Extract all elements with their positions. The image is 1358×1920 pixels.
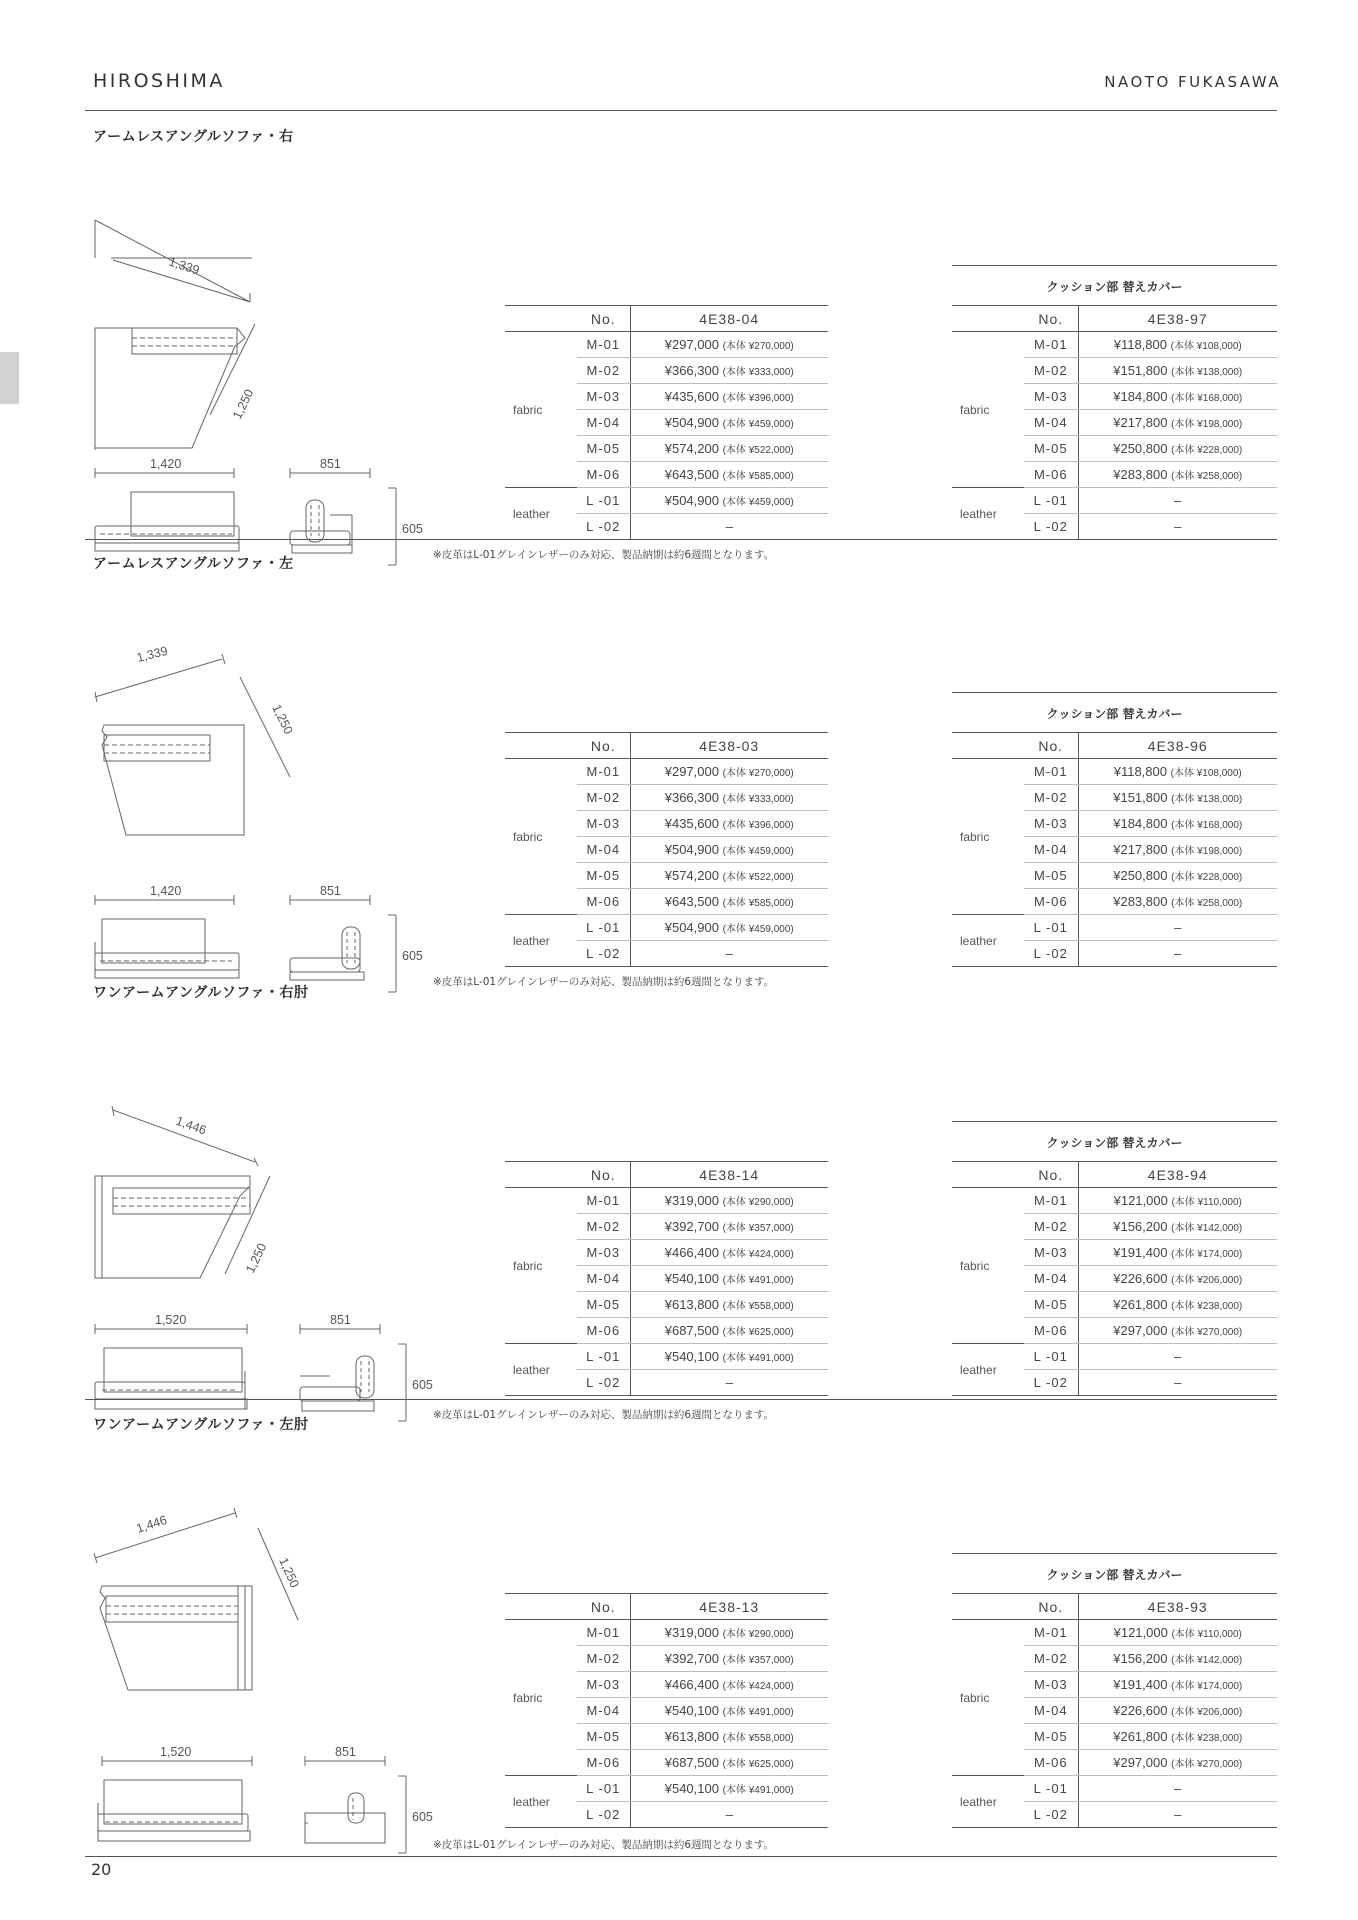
- row-code: M-04: [577, 410, 630, 436]
- price-cell: ¥297,000 (本体 ¥270,000): [1078, 1750, 1277, 1776]
- dim-width: 1,520: [160, 1745, 192, 1759]
- price-cell: –: [1078, 488, 1277, 514]
- row-code: M-06: [1024, 462, 1078, 488]
- row-code: M-06: [577, 462, 630, 488]
- price-cell: ¥687,500 (本体 ¥625,000): [630, 1318, 828, 1344]
- cover-price-table: [952, 732, 1277, 967]
- price-cell: ¥504,900 (本体 ¥459,000): [630, 410, 828, 436]
- row-code: M-02: [577, 1214, 630, 1240]
- row-code: L -02: [1024, 514, 1078, 540]
- product-code: 4E38-94: [1078, 1162, 1277, 1188]
- fabric-label: fabric: [952, 759, 1024, 915]
- price-cell: –: [630, 1802, 828, 1828]
- price-cell: ¥118,800 (本体 ¥108,000): [1078, 759, 1277, 785]
- price-cell: ¥574,200 (本体 ¥522,000): [630, 863, 828, 889]
- row-code: M-04: [1024, 1266, 1078, 1292]
- row-code: M-01: [577, 759, 630, 785]
- price-cell: ¥261,800 (本体 ¥238,000): [1078, 1724, 1277, 1750]
- price-cell: –: [1078, 915, 1277, 941]
- price-cell: ¥250,800 (本体 ¥228,000): [1078, 436, 1277, 462]
- dim-diagonal-width: 1,339: [135, 643, 170, 665]
- leather-label: leather: [952, 488, 1024, 540]
- row-code: M-02: [577, 1646, 630, 1672]
- row-code: M-03: [577, 384, 630, 410]
- row-code: M-01: [577, 332, 630, 358]
- no-label: No.: [577, 1594, 630, 1620]
- price-cell: ¥297,000 (本体 ¥270,000): [1078, 1318, 1277, 1344]
- row-code: M-05: [577, 1724, 630, 1750]
- price-cell: ¥151,800 (本体 ¥138,000): [1078, 358, 1277, 384]
- price-cell: ¥643,500 (本体 ¥585,000): [630, 889, 828, 915]
- price-cell: –: [1078, 1776, 1277, 1802]
- price-cell: ¥366,300 (本体 ¥333,000): [630, 785, 828, 811]
- row-code: M-05: [577, 436, 630, 462]
- no-label: No.: [1024, 1594, 1078, 1620]
- row-code: M-03: [577, 811, 630, 837]
- price-cell: ¥540,100 (本体 ¥491,000): [630, 1344, 828, 1370]
- product-code: 4E38-04: [630, 306, 828, 332]
- sofa-plan-right: [95, 328, 245, 448]
- price-cell: ¥118,800 (本体 ¥108,000): [1078, 332, 1277, 358]
- fabric-label: fabric: [505, 1188, 577, 1344]
- row-code: M-02: [1024, 1646, 1078, 1672]
- price-cell: ¥297,000 (本体 ¥270,000): [630, 759, 828, 785]
- row-code: L -02: [577, 514, 630, 540]
- dim-diagonal-width: 1,339: [167, 254, 202, 278]
- row-code: M-02: [1024, 1214, 1078, 1240]
- price-cell: –: [630, 1370, 828, 1396]
- row-code: L -02: [577, 941, 630, 967]
- row-code: L -01: [1024, 1776, 1078, 1802]
- price-cell: ¥226,600 (本体 ¥206,000): [1078, 1266, 1277, 1292]
- leather-label: leather: [505, 1776, 577, 1828]
- section-title: アームレスアングルソファ・右: [93, 129, 294, 145]
- row-code: L -02: [577, 1370, 630, 1396]
- dim-depth: 1,250: [230, 387, 257, 422]
- product-code: 4E38-96: [1078, 733, 1277, 759]
- sofa-plan-left: [102, 725, 244, 835]
- price-cell: ¥504,900 (本体 ¥459,000): [630, 915, 828, 941]
- designer-name: NAOTO FUKASAWA: [1104, 73, 1281, 91]
- row-code: M-03: [1024, 1672, 1078, 1698]
- row-code: M-03: [1024, 384, 1078, 410]
- price-cell: ¥540,100 (本体 ¥491,000): [630, 1266, 828, 1292]
- page-number: 20: [91, 1860, 112, 1879]
- footer-divider: [85, 1856, 1277, 1857]
- sofa-drawings: [80, 1026, 440, 1392]
- price-cell: ¥466,400 (本体 ¥424,000): [630, 1672, 828, 1698]
- price-cell: ¥283,800 (本体 ¥258,000): [1078, 462, 1277, 488]
- leather-note: ※皮革はL-01グレインレザーのみ対応、製品納期は約6週間となります。: [433, 549, 775, 561]
- row-code: M-04: [577, 1698, 630, 1724]
- price-cell: ¥184,800 (本体 ¥168,000): [1078, 384, 1277, 410]
- price-cell: ¥504,900 (本体 ¥459,000): [630, 488, 828, 514]
- price-cell: –: [630, 941, 828, 967]
- row-code: M-06: [1024, 1318, 1078, 1344]
- row-code: L -01: [577, 488, 630, 514]
- price-cell: ¥613,800 (本体 ¥558,000): [630, 1292, 828, 1318]
- dim-side-depth: 851: [330, 1313, 351, 1327]
- cover-table-title: クッション部 替えカバー: [952, 1553, 1277, 1594]
- row-code: M-03: [577, 1240, 630, 1266]
- section-title: アームレスアングルソファ・左: [93, 556, 294, 572]
- price-cell: ¥217,800 (本体 ¥198,000): [1078, 837, 1277, 863]
- brand-title: HIROSHIMA: [93, 70, 225, 92]
- price-cell: –: [630, 514, 828, 540]
- product-section-one-arm-left: [0, 1398, 1358, 1851]
- price-cell: ¥297,000 (本体 ¥270,000): [630, 332, 828, 358]
- fabric-label: fabric: [505, 332, 577, 488]
- price-cell: –: [1078, 941, 1277, 967]
- sofa-drawings: [80, 170, 440, 536]
- price-cell: ¥687,500 (本体 ¥625,000): [630, 1750, 828, 1776]
- row-code: M-05: [1024, 863, 1078, 889]
- product-code: 4E38-03: [630, 733, 828, 759]
- row-code: M-01: [1024, 1620, 1078, 1646]
- price-cell: ¥250,800 (本体 ¥228,000): [1078, 863, 1277, 889]
- price-cell: ¥574,200 (本体 ¥522,000): [630, 436, 828, 462]
- row-code: L -01: [1024, 1344, 1078, 1370]
- fabric-label: fabric: [952, 332, 1024, 488]
- fabric-label: fabric: [952, 1188, 1024, 1344]
- row-code: M-01: [577, 1620, 630, 1646]
- cover-price-table: [952, 1593, 1277, 1828]
- price-cell: ¥319,000 (本体 ¥290,000): [630, 1620, 828, 1646]
- dim-side-depth: 851: [320, 457, 341, 471]
- row-code: M-04: [577, 837, 630, 863]
- no-label: No.: [1024, 306, 1078, 332]
- row-code: M-03: [1024, 1240, 1078, 1266]
- leather-label: leather: [505, 488, 577, 540]
- leather-label: leather: [952, 915, 1024, 967]
- no-label: No.: [577, 306, 630, 332]
- no-label: No.: [577, 733, 630, 759]
- row-code: L -01: [577, 915, 630, 941]
- product-code: 4E38-93: [1078, 1594, 1277, 1620]
- row-code: M-03: [1024, 811, 1078, 837]
- fabric-label: fabric: [505, 759, 577, 915]
- row-code: L -01: [1024, 915, 1078, 941]
- price-cell: ¥217,800 (本体 ¥198,000): [1078, 410, 1277, 436]
- row-code: M-06: [1024, 889, 1078, 915]
- row-code: M-05: [1024, 1292, 1078, 1318]
- row-code: M-01: [1024, 332, 1078, 358]
- leather-label: leather: [952, 1776, 1024, 1828]
- dim-diagonal-width: 1,446: [173, 1113, 209, 1138]
- price-cell: ¥191,400 (本体 ¥174,000): [1078, 1240, 1277, 1266]
- price-cell: –: [1078, 1370, 1277, 1396]
- row-code: M-06: [577, 1750, 630, 1776]
- dim-side-depth: 851: [335, 1745, 356, 1759]
- product-section-armless-right: [0, 110, 1358, 561]
- cover-price-table: [952, 305, 1277, 540]
- price-cell: –: [1078, 1344, 1277, 1370]
- price-cell: ¥613,800 (本体 ¥558,000): [630, 1724, 828, 1750]
- row-code: M-02: [577, 358, 630, 384]
- price-cell: ¥151,800 (本体 ¥138,000): [1078, 785, 1277, 811]
- price-cell: –: [1078, 1802, 1277, 1828]
- row-code: M-05: [577, 1292, 630, 1318]
- sofa-drawings: [80, 597, 440, 963]
- row-code: M-06: [577, 1318, 630, 1344]
- price-cell: ¥319,000 (本体 ¥290,000): [630, 1188, 828, 1214]
- row-code: M-01: [1024, 1188, 1078, 1214]
- product-section-one-arm-right: [0, 966, 1358, 1421]
- row-code: M-06: [1024, 1750, 1078, 1776]
- leather-label: leather: [505, 915, 577, 967]
- price-table: [505, 732, 828, 967]
- row-code: L -01: [577, 1344, 630, 1370]
- no-label: No.: [577, 1162, 630, 1188]
- price-table: [505, 1593, 828, 1828]
- row-code: M-05: [1024, 1724, 1078, 1750]
- row-code: M-06: [577, 889, 630, 915]
- price-cell: ¥283,800 (本体 ¥258,000): [1078, 889, 1277, 915]
- price-cell: ¥504,900 (本体 ¥459,000): [630, 837, 828, 863]
- product-code: 4E38-97: [1078, 306, 1277, 332]
- sofa-side-view: [305, 1793, 385, 1843]
- row-code: M-04: [577, 1266, 630, 1292]
- row-code: L -02: [1024, 1370, 1078, 1396]
- price-cell: ¥435,600 (本体 ¥396,000): [630, 811, 828, 837]
- leather-note: ※皮革はL-01グレインレザーのみ対応、製品納期は約6週間となります。: [433, 1409, 775, 1421]
- sofa-front-view: [98, 1780, 250, 1841]
- sofa-plan-left: [100, 1586, 252, 1690]
- price-cell: ¥121,000 (本体 ¥110,000): [1078, 1620, 1277, 1646]
- row-code: L -02: [577, 1802, 630, 1828]
- price-cell: ¥540,100 (本体 ¥491,000): [630, 1698, 828, 1724]
- dim-line-diagonal: [95, 659, 222, 697]
- dim-height: 605: [402, 522, 423, 536]
- sofa-drawings: [80, 1458, 440, 1824]
- row-code: L -02: [1024, 941, 1078, 967]
- no-label: No.: [1024, 1162, 1078, 1188]
- row-code: M-05: [577, 863, 630, 889]
- dim-height: 605: [412, 1378, 433, 1392]
- row-code: M-02: [1024, 358, 1078, 384]
- product-section-armless-left: [0, 537, 1358, 988]
- price-cell: ¥466,400 (本体 ¥424,000): [630, 1240, 828, 1266]
- price-cell: ¥156,200 (本体 ¥142,000): [1078, 1646, 1277, 1672]
- price-cell: ¥366,300 (本体 ¥333,000): [630, 358, 828, 384]
- price-cell: ¥191,400 (本体 ¥174,000): [1078, 1672, 1277, 1698]
- row-code: L -01: [577, 1776, 630, 1802]
- dim-diagonal-width: 1,446: [134, 1512, 169, 1536]
- price-table: [505, 305, 828, 540]
- dim-height: 605: [402, 949, 423, 963]
- price-cell: ¥121,000 (本体 ¥110,000): [1078, 1188, 1277, 1214]
- row-code: L -02: [1024, 1802, 1078, 1828]
- row-code: M-03: [577, 1672, 630, 1698]
- price-cell: ¥643,500 (本体 ¥585,000): [630, 462, 828, 488]
- fabric-label: fabric: [952, 1620, 1024, 1776]
- price-cell: ¥261,800 (本体 ¥238,000): [1078, 1292, 1277, 1318]
- leather-label: leather: [952, 1344, 1024, 1396]
- row-code: M-02: [577, 785, 630, 811]
- row-code: M-01: [577, 1188, 630, 1214]
- dim-width: 1,520: [155, 1313, 187, 1327]
- row-code: M-04: [1024, 1698, 1078, 1724]
- cover-table-title: クッション部 替えカバー: [952, 692, 1277, 733]
- price-table: [505, 1161, 828, 1396]
- fabric-label: fabric: [505, 1620, 577, 1776]
- cover-price-table: [952, 1161, 1277, 1396]
- leather-label: leather: [505, 1344, 577, 1396]
- row-code: M-04: [1024, 837, 1078, 863]
- dim-width: 1,420: [150, 457, 182, 471]
- dim-depth: 1,250: [269, 702, 296, 737]
- section-title: ワンアームアングルソファ・左肘: [93, 1417, 309, 1433]
- section-title: ワンアームアングルソファ・右肘: [93, 985, 309, 1001]
- leather-note: ※皮革はL-01グレインレザーのみ対応、製品納期は約6週間となります。: [433, 976, 775, 988]
- row-code: M-01: [1024, 759, 1078, 785]
- sofa-plan-right: [95, 1176, 250, 1278]
- no-label: No.: [1024, 733, 1078, 759]
- price-cell: –: [1078, 514, 1277, 540]
- cover-table-title: クッション部 替えカバー: [952, 1121, 1277, 1162]
- dim-height: 605: [412, 1810, 433, 1824]
- price-cell: ¥156,200 (本体 ¥142,000): [1078, 1214, 1277, 1240]
- price-cell: ¥392,700 (本体 ¥357,000): [630, 1214, 828, 1240]
- price-cell: ¥392,700 (本体 ¥357,000): [630, 1646, 828, 1672]
- price-cell: ¥540,100 (本体 ¥491,000): [630, 1776, 828, 1802]
- price-cell: ¥184,800 (本体 ¥168,000): [1078, 811, 1277, 837]
- cover-table-title: クッション部 替えカバー: [952, 265, 1277, 306]
- dim-side-depth: 851: [320, 884, 341, 898]
- dim-width: 1,420: [150, 884, 182, 898]
- leather-note: ※皮革はL-01グレインレザーのみ対応、製品納期は約6週間となります。: [433, 1839, 775, 1851]
- price-cell: ¥226,600 (本体 ¥206,000): [1078, 1698, 1277, 1724]
- product-code: 4E38-14: [630, 1162, 828, 1188]
- row-code: M-02: [1024, 785, 1078, 811]
- row-code: M-04: [1024, 410, 1078, 436]
- dim-depth: 1,250: [276, 1555, 302, 1590]
- row-code: M-05: [1024, 436, 1078, 462]
- product-code: 4E38-13: [630, 1594, 828, 1620]
- dim-depth: 1,250: [243, 1241, 270, 1276]
- row-code: L -01: [1024, 488, 1078, 514]
- price-cell: ¥435,600 (本体 ¥396,000): [630, 384, 828, 410]
